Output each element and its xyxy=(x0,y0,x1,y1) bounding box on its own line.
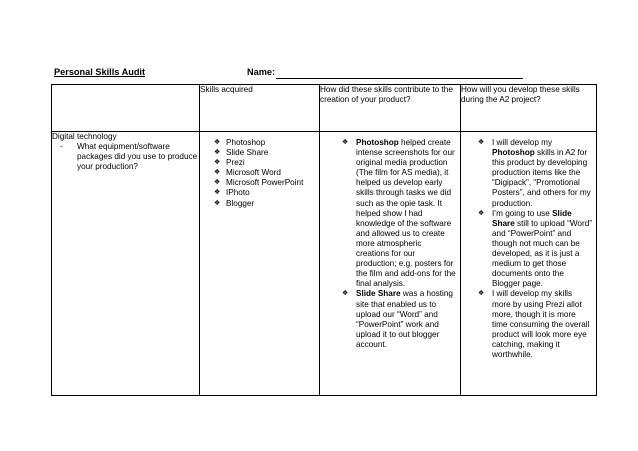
diamond-bullet-icon: ❖ xyxy=(214,149,221,157)
sub-question-text: What equipment/software packages did you use to produce your production? xyxy=(77,142,198,172)
category-label: Digital technology xyxy=(52,132,117,141)
list-item: ❖ I will develop my skills more by using Prezi allot more, though it is more time consuming the overall product will look more eye catching, making it worthwhile. xyxy=(478,289,590,359)
diamond-bullet-icon: ❖ xyxy=(478,209,485,217)
diamond-bullet-icon: ❖ xyxy=(214,199,221,207)
document-header xyxy=(54,67,598,81)
list-item: ❖ IPhoto xyxy=(214,188,250,198)
contribution-cell xyxy=(320,132,461,396)
dash-marker: - xyxy=(60,142,63,152)
diamond-bullet-icon: ❖ xyxy=(342,139,349,146)
skills-audit-table xyxy=(51,84,597,396)
list-item: ❖ I will develop my Photoshop skills in A2 for this product by developing production items like the “Digipack”, “Promotional Posters”, and others for my production. xyxy=(478,138,591,208)
header-skills-acquired: Skills acquired xyxy=(200,85,320,132)
header-cell-empty xyxy=(52,85,200,132)
diamond-bullet-icon: ❖ xyxy=(478,290,485,298)
list-item: ❖ Slide Share xyxy=(214,148,269,158)
list-item: ❖ Blogger xyxy=(214,198,255,208)
list-item: ❖ Prezi xyxy=(214,158,245,168)
list-item: ❖ I’m going to use Slide Share still to upload “Word” and “PowerPoint” and though not much can be developed, as it is just a medium to get those documents onto the Blogger page. xyxy=(478,208,592,289)
list-item: ❖ Photoshop helped create intense screenshots for our original media production (The film for AS media), it helped us develop early skills through tasks we did such as the opie task. It helped show I had knowledge of the software and allowed us to create more atmospheric creations for our production; e.g. posters for the film and add-ons for the final analysis. xyxy=(342,138,456,289)
list-item: ❖ Microsoft PowerPoint xyxy=(214,178,304,188)
development-list xyxy=(461,132,596,360)
diamond-bullet-icon: ❖ xyxy=(214,179,221,187)
document-title: Personal Skills Audit xyxy=(54,67,146,77)
diamond-bullet-icon: ❖ xyxy=(214,169,221,177)
list-item: ❖ Slide Share was a hosting site that enabled us to upload our “Word” and “PowerPoint” work and upload it to out blogger account. xyxy=(342,289,453,349)
name-blank-line[interactable] xyxy=(276,78,523,79)
header-contribution: How did these skills contribute to the creation of your product? xyxy=(320,85,461,132)
development-cell xyxy=(461,132,597,396)
sub-question xyxy=(60,142,199,172)
diamond-bullet-icon: ❖ xyxy=(214,159,221,167)
contribution-list xyxy=(320,132,460,350)
category-cell xyxy=(52,132,200,396)
list-item: ❖ Photoshop xyxy=(214,138,266,147)
list-item: ❖ Microsoft Word xyxy=(214,168,281,178)
diamond-bullet-icon: ❖ xyxy=(478,139,485,146)
table-header-row xyxy=(52,85,597,132)
name-label: Name: xyxy=(247,67,276,77)
skills-cell xyxy=(200,132,320,396)
diamond-bullet-icon: ❖ xyxy=(214,139,221,146)
skills-list xyxy=(200,132,319,209)
diamond-bullet-icon: ❖ xyxy=(214,189,221,197)
diamond-bullet-icon: ❖ xyxy=(342,290,349,298)
table-row xyxy=(52,132,597,396)
header-development: How will you develop these skills during the A2 project? xyxy=(461,85,597,132)
